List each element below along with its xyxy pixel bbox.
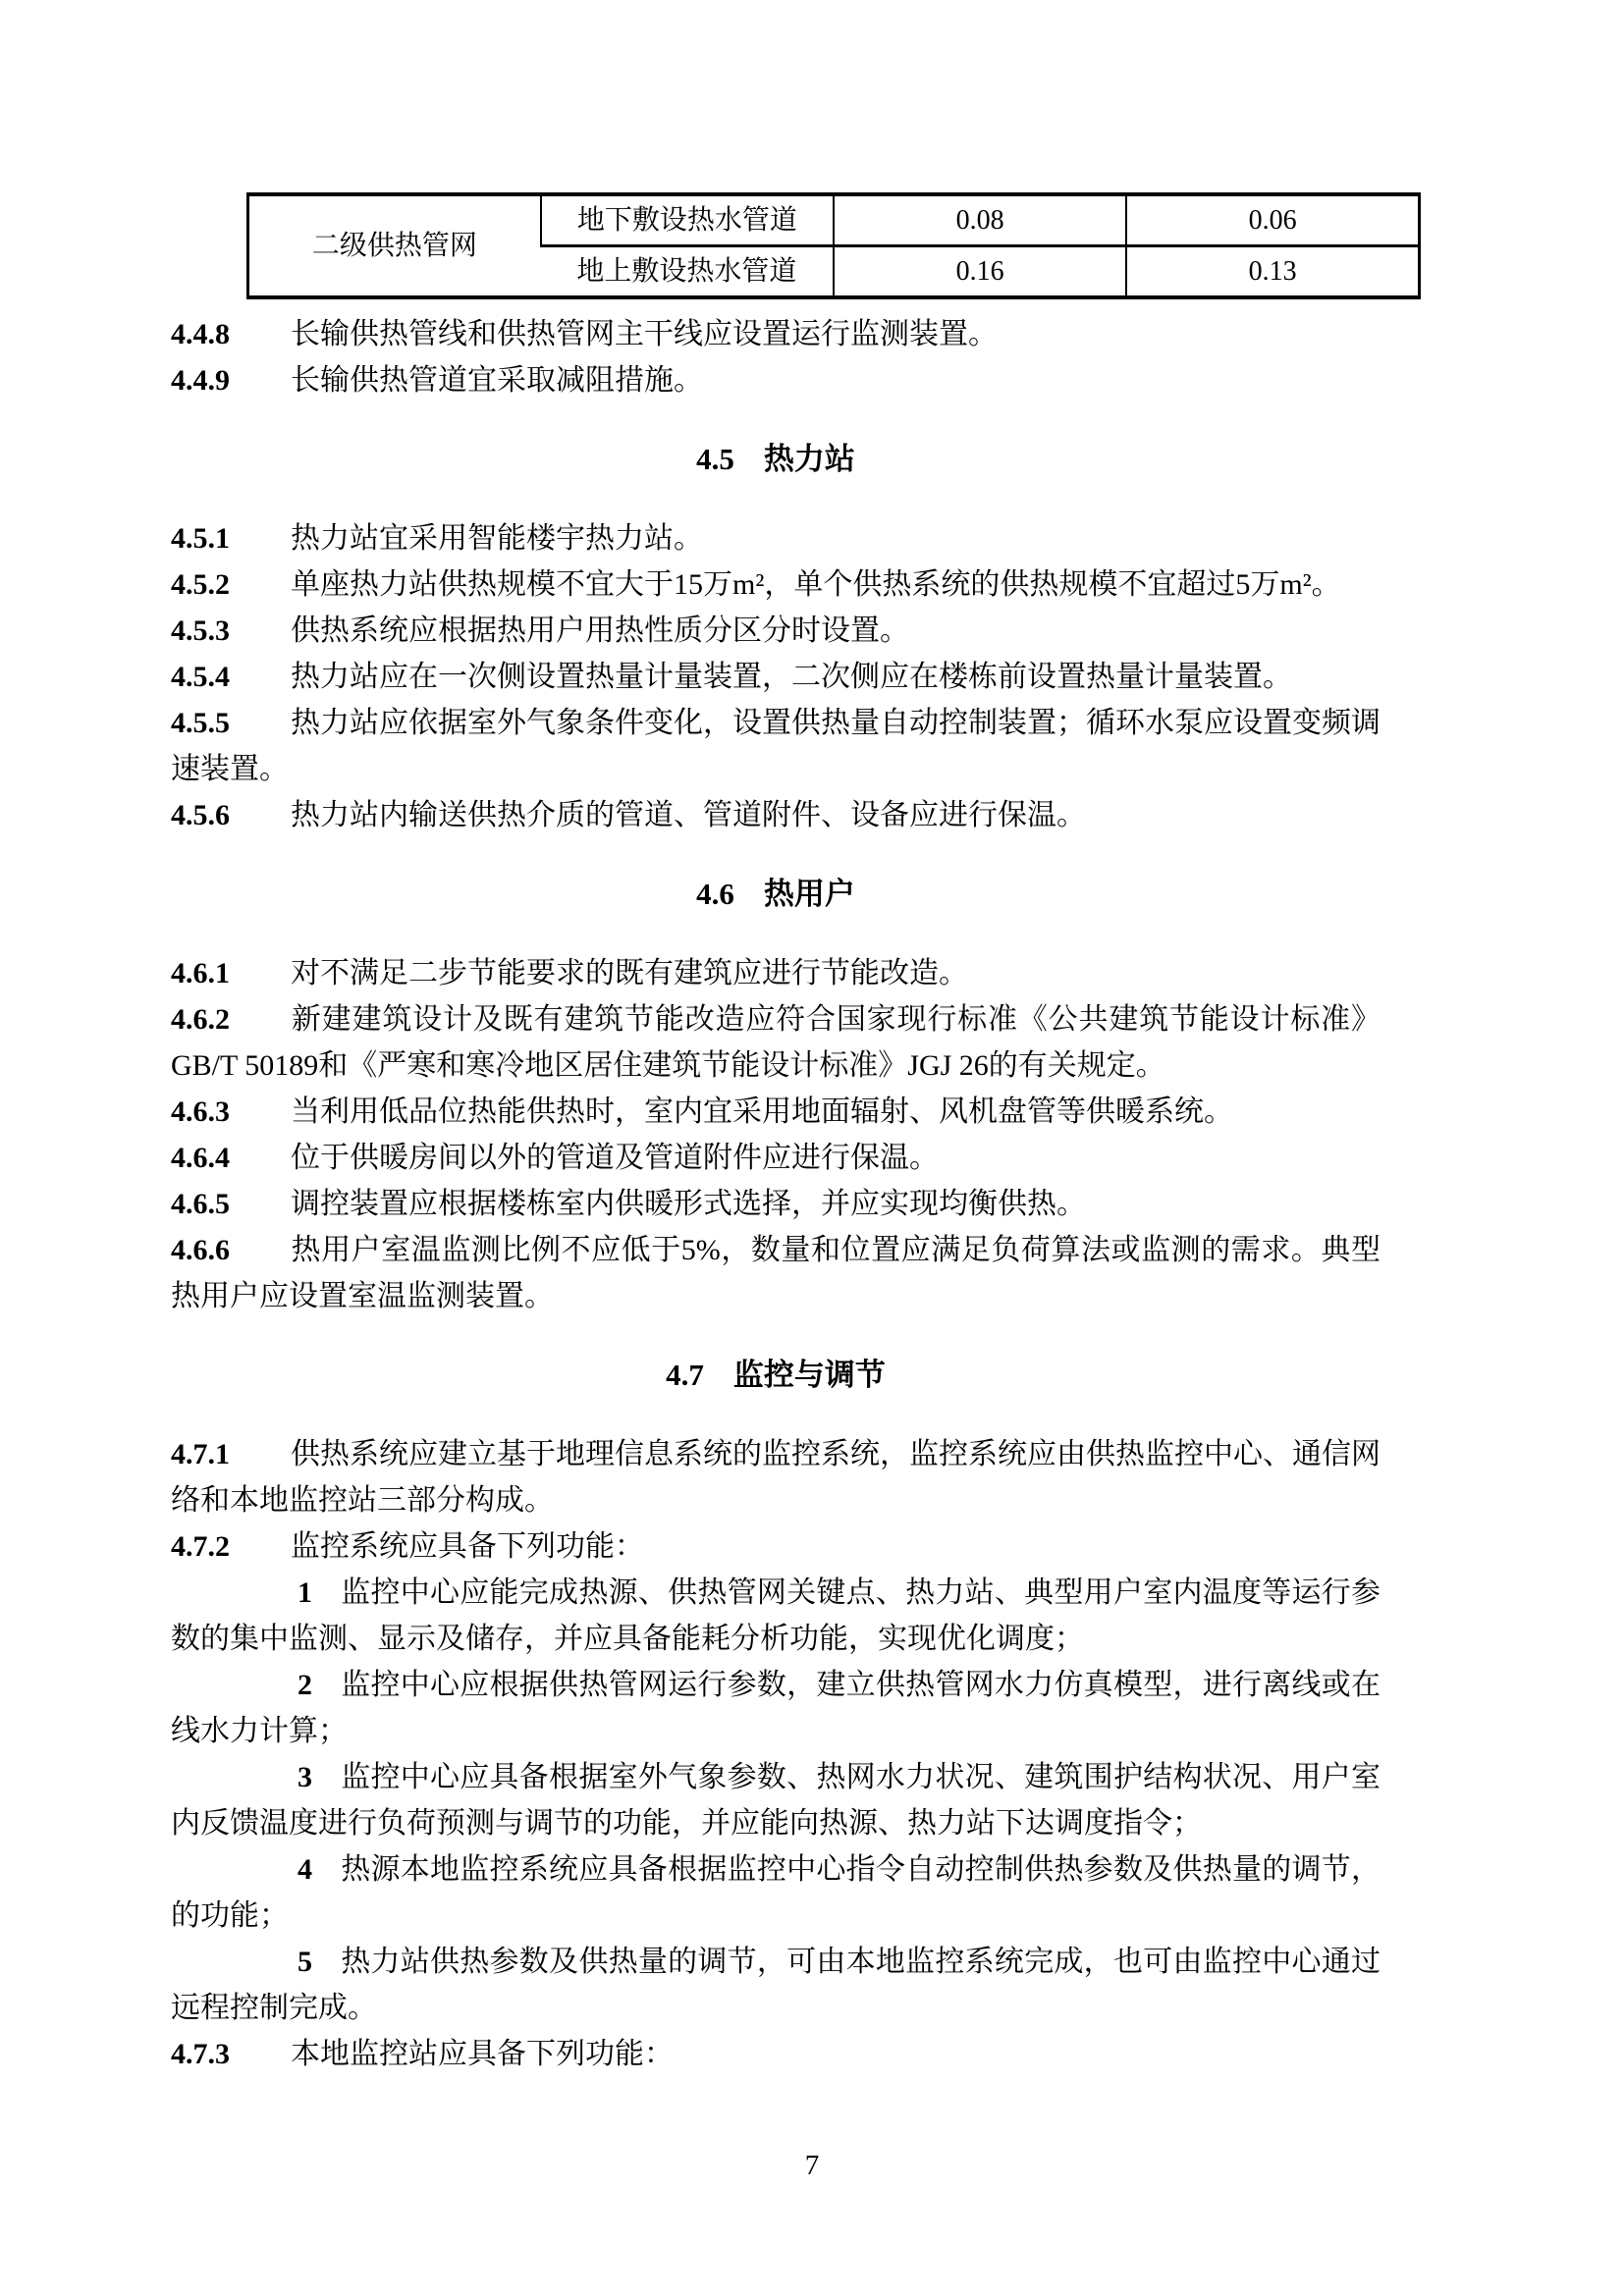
clause-4-7-1: [171, 1431, 1380, 1523]
clause-number: 4.5.2: [171, 568, 230, 601]
table-cell-pipe-type: 地上敷设热水管道: [576, 255, 797, 287]
clause-4-5-5: [171, 700, 1380, 792]
table-row: [248, 194, 1420, 246]
clause-number: 4.6.4: [171, 1142, 230, 1174]
section-number: 4.7: [666, 1358, 704, 1392]
clause-text: 单座热力站供热规模不宜大于15万m²，单个供热系统的供热规模不宜超过5万m²。: [291, 568, 1341, 601]
section-number: 4.6: [696, 877, 734, 911]
clause-4-4-9: [171, 357, 1380, 403]
clause-text: 新建建筑设计及既有建筑节能改造应符合国家现行标准《公共建筑节能设计标准》GB/T 50189和《严寒和寒冷地区居住建筑节能设计标准》JGJ 26的有关规定。: [171, 1003, 1380, 1082]
clause-4-4-8: [171, 311, 1380, 357]
clause-4-6-1: [171, 950, 1380, 996]
subitem-3: [171, 1754, 1380, 1846]
clause-4-5-4: [171, 654, 1380, 700]
clause-text: 热用户室温监测比例不应低于5%，数量和位置应满足负荷算法或监测的需求。典型热用户应设置室温监测装置。: [171, 1234, 1380, 1312]
clause-number: 4.5.5: [171, 707, 230, 739]
clause-number: 4.7.2: [171, 1530, 230, 1563]
table-cell-value: 0.06: [1126, 194, 1419, 246]
clause-text: 供热系统应建立基于地理信息系统的监控系统，监控系统应由供热监控中心、通信网络和本地监控站三部分构成。: [171, 1438, 1380, 1517]
section-heading-4-5: [171, 436, 1380, 482]
clause-4-5-6: [171, 792, 1380, 838]
clause-text: 监控系统应具备下列功能：: [291, 1530, 644, 1563]
clause-4-5-3: [171, 608, 1380, 654]
clause-text: 长输供热管道宜采取减阻措施。: [291, 364, 703, 397]
clause-text: 热力站应在一次侧设置热量计量装置，二次侧应在楼栋前设置热量计量装置。: [291, 661, 1292, 693]
clause-text: 调控装置应根据楼栋室内供暖形式选择，并应实现均衡供热。: [291, 1188, 1086, 1220]
section-heading-4-7: [171, 1352, 1380, 1398]
subitem-4: [171, 1846, 1380, 1939]
subitem-5: [171, 1939, 1380, 2031]
page-number: 7: [804, 2150, 820, 2181]
clause-4-6-4: [171, 1135, 1380, 1181]
clause-number: 4.5.3: [171, 614, 230, 647]
clause-4-6-6: [171, 1227, 1380, 1319]
clause-number: 4.6.3: [171, 1095, 230, 1128]
subitem-text: 监控中心应具备根据室外气象参数、热网水力状况、建筑围护结构状况、用户室内反馈温度进行负荷预测与调节的功能，并应能向热源、热力站下达调度指令；: [171, 1761, 1380, 1840]
subitem-2: [171, 1662, 1380, 1754]
subitem-1: [171, 1570, 1380, 1662]
clause-number: 4.6.2: [171, 1003, 230, 1036]
page-content: [171, 192, 1380, 2077]
clause-4-6-5: [171, 1181, 1380, 1227]
pipeline-heat-loss-table: [246, 192, 1421, 299]
table-cell-value: 0.13: [1126, 246, 1419, 298]
clause-number: 4.7.1: [171, 1438, 230, 1470]
clause-number: 4.6.6: [171, 1234, 230, 1266]
subitem-text: 热力站供热参数及供热量的调节，可由本地监控系统完成，也可由监控中心通过远程控制完成。: [171, 1946, 1380, 2024]
subitem-number: 4: [298, 1853, 312, 1886]
clause-text: 长输供热管线和供热管网主干线应设置运行监测装置。: [291, 318, 998, 350]
subitem-number: 3: [298, 1761, 312, 1793]
clause-number: 4.6.5: [171, 1188, 230, 1220]
table-cell-pipe-type: 地下敷设热水管道: [541, 194, 834, 246]
clause-number: 4.7.3: [171, 2038, 230, 2070]
section-heading-4-6: [171, 871, 1380, 917]
clause-number: 4.6.1: [171, 957, 230, 989]
clause-text: 供热系统应根据热用户用热性质分区分时设置。: [291, 614, 909, 647]
section-number: 4.5: [696, 442, 734, 476]
subitem-number: 2: [298, 1669, 312, 1701]
clause-number: 4.5.1: [171, 522, 230, 555]
clause-text: 当利用低品位热能供热时，室内宜采用地面辐射、风机盘管等供暖系统。: [291, 1095, 1233, 1128]
clause-4-6-2: [171, 996, 1380, 1089]
subitem-text: 热源本地监控系统应具备根据监控中心指令自动控制供热参数及供热量的调节，的功能；: [171, 1853, 1380, 1932]
clause-4-5-2: [171, 561, 1380, 608]
clause-number: 4.4.9: [171, 364, 230, 397]
subitem-text: 监控中心应根据供热管网运行参数，建立供热管网水力仿真模型，进行离线或在线水力计算；: [171, 1669, 1380, 1747]
subitem-number: 1: [298, 1576, 312, 1609]
clause-number: 4.5.4: [171, 661, 230, 693]
clause-number: 4.4.8: [171, 318, 230, 350]
clause-text: 热力站宜采用智能楼宇热力站。: [291, 522, 703, 555]
section-title: 监控与调节: [732, 1358, 886, 1392]
clause-4-5-1: [171, 515, 1380, 561]
clause-text: 热力站内输送供热介质的管道、管道附件、设备应进行保温。: [291, 799, 1086, 831]
subitem-text: 监控中心应能完成热源、供热管网关键点、热力站、典型用户室内温度等运行参数的集中监测、显示及储存，并应具备能耗分析功能，实现优化调度；: [171, 1576, 1380, 1655]
section-title: 热用户: [763, 877, 855, 911]
clause-text: 热力站应依据室外气象条件变化，设置供热量自动控制装置；循环水泵应设置变频调速装置。: [171, 707, 1380, 785]
clause-text: 对不满足二步节能要求的既有建筑应进行节能改造。: [291, 957, 968, 989]
table-group-cell: 二级供热管网: [248, 194, 541, 297]
clause-4-7-3: [171, 2031, 1380, 2077]
table-cell-value: 0.08: [834, 194, 1126, 246]
subitem-number: 5: [298, 1946, 312, 1978]
clause-text: 位于供暖房间以外的管道及管道附件应进行保温。: [291, 1142, 939, 1174]
clause-4-7-2: [171, 1523, 1380, 1570]
clause-text: 本地监控站应具备下列功能：: [291, 2038, 674, 2070]
section-title: 热力站: [763, 442, 855, 476]
clause-number: 4.5.6: [171, 799, 230, 831]
table-cell-value: 0.16: [834, 246, 1126, 298]
clause-4-6-3: [171, 1089, 1380, 1135]
